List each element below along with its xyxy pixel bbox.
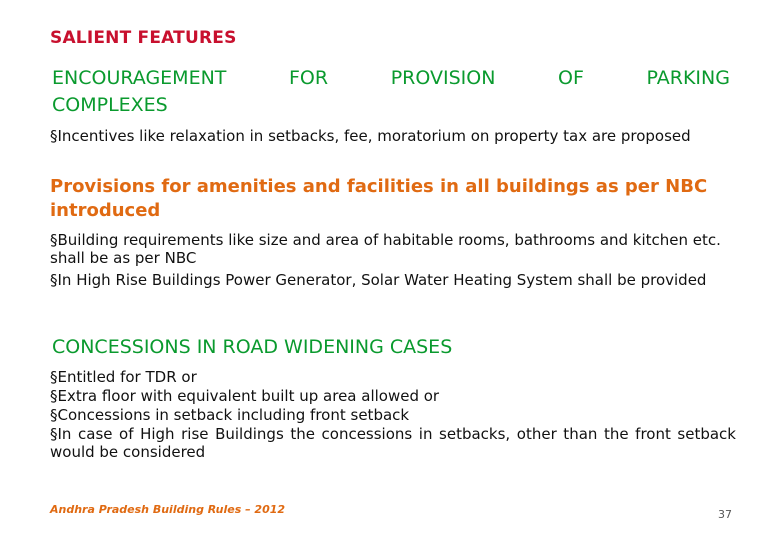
slide-title: SALIENT FEATURES bbox=[50, 28, 237, 48]
heading-word: OF bbox=[558, 67, 584, 89]
bullet-building-requirements: §Building requirements like size and area of habitable rooms, bathrooms and kitchen etc. shall be as per NBC bbox=[50, 231, 721, 267]
list-item: §In case of High rise Buildings the concessions in setbacks, other than the front setback would be considered bbox=[50, 425, 736, 461]
heading-word: ENCOURAGEMENT bbox=[52, 67, 227, 89]
section-heading-parking bbox=[52, 67, 730, 89]
list-item: §Entitled for TDR or bbox=[50, 368, 197, 386]
section-heading-parking-line2: COMPLEXES bbox=[52, 94, 168, 116]
heading-word: PARKING bbox=[646, 67, 730, 89]
page-number: 37 bbox=[718, 508, 732, 521]
concessions-list bbox=[50, 368, 736, 462]
bullet-incentives: §Incentives like relaxation in setbacks, fee, moratorium on property tax are proposed bbox=[50, 127, 691, 145]
bullet-high-rise: §In High Rise Buildings Power Generator, Solar Water Heating System shall be provided bbox=[50, 271, 707, 289]
list-item: §Extra floor with equivalent built up area allowed or bbox=[50, 387, 440, 405]
section-heading-amenities: Provisions for amenities and facilities in all buildings as per NBC introduced bbox=[50, 176, 708, 221]
list-item: §Concessions in setback including front setback bbox=[50, 406, 410, 424]
heading-word: FOR bbox=[289, 67, 329, 89]
footer-source: Andhra Pradesh Building Rules – 2012 bbox=[50, 503, 286, 516]
heading-word: PROVISION bbox=[390, 67, 496, 89]
section-heading-concessions: CONCESSIONS IN ROAD WIDENING CASES bbox=[52, 336, 453, 358]
